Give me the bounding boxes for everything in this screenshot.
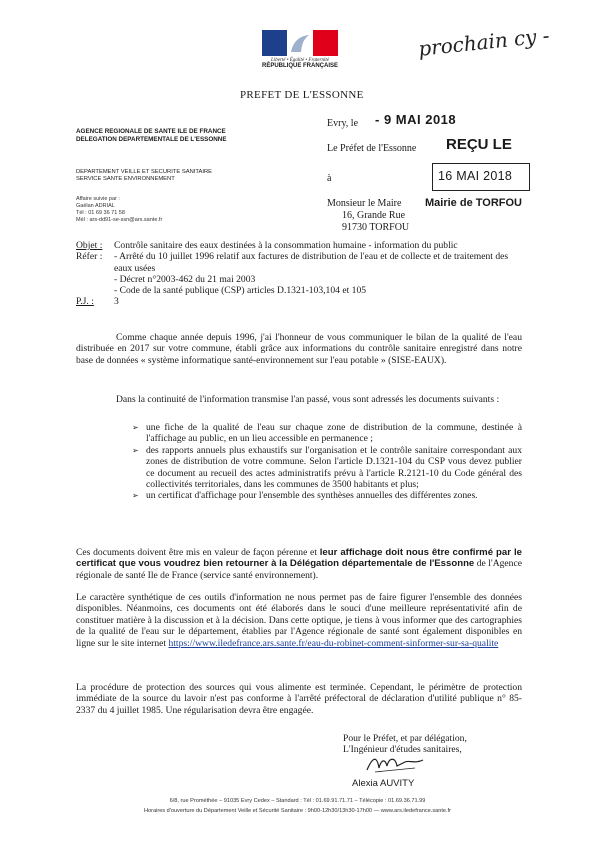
signature-line: Pour le Préfet, et par délégation, <box>343 733 467 744</box>
documents-list <box>132 422 522 502</box>
signatory-name: Alexia AUVITY <box>352 778 415 789</box>
recipient-street: 16, Grande Rue <box>342 210 406 221</box>
objet-value: Contrôle sanitaire des eaux destinées à la consommation humaine - information du public <box>114 240 458 251</box>
paragraph-display: Ces documents doivent être mis en valeur de façon pérenne et leur affichage doit nous être confirmé par le certificat que vous voudrez bien retourner à la Délégation départementale de l'Essonne de l'Agence régionale de santé Ile de France (service santé environnement). <box>76 547 522 581</box>
list-item: ➢ une fiche de la qualité de l'eau sur chaque zone de distribution de la commune, destinée à l'affichage au public, en un lieu accessible en permanence ; <box>132 422 522 445</box>
place-label: Evry, le <box>327 118 359 129</box>
sender-label: Le Préfet de l'Essonne <box>327 143 417 154</box>
check-bullet-icon: ➢ <box>132 491 139 501</box>
received-stamp-title: REÇU LE <box>446 136 512 153</box>
logo-motto: Liberté • Égalité • Fraternité <box>271 58 329 63</box>
signature-line: L'Ingénieur d'études sanitaires, <box>343 744 462 756</box>
list-item: ➢ des rapports annuels plus exhaustifs sur l'organisation et le contrôle sanitaire correspondant aux zones de distribution de votre commune. Selon l'article D.1321-104 du CSP vous devez publier ce document au recueil des actes administratifs prévu à l'article R.2121-10 du Code général des collectivités territoriales, dans les communes de 3500 habitants et plus; <box>132 444 522 491</box>
received-stamp-date: 16 MAI 2018 <box>438 169 513 183</box>
date-stamp: - 9 MAI 2018 <box>375 112 457 127</box>
refer-item: - Arrêté du 10 juillet 1996 relatif aux factures de distribution de l'eau et de collecte et de traitement des eaux usées <box>114 251 509 274</box>
agency-name: AGENCE REGIONALE DE SANTE ILE DE FRANCE <box>76 128 226 135</box>
marianne-logo <box>262 30 338 69</box>
refer-item: - Décret n°2003-462 du 21 mai 2003 <box>114 273 256 285</box>
refer-label: Réfer : <box>76 251 103 263</box>
pj-value: 3 <box>114 296 119 308</box>
contact-email: Mél : ars-dd91-se-ssn@ars.sante.fr <box>76 217 163 223</box>
department-name: DEPARTEMENT VEILLE ET SECURITE SANITAIRE <box>76 169 213 175</box>
prefet-heading: PREFET DE L'ESSONNE <box>240 89 364 101</box>
paragraph-intro: Comme chaque année depuis 1996, j'ai l'honneur de vous communiquer le bilan de la qualité de l'eau distribuée en 2017 sur votre commune, établi grâce aux informations du contrôle sanitaire enregistré dans notre base de données « système informatique santé-environnement sur l'eau potable » (SISE-EAUX). <box>76 332 522 366</box>
service-name: SERVICE SANTE ENVIRONNEMENT <box>76 176 175 182</box>
contact-block <box>76 196 162 224</box>
check-bullet-icon: ➢ <box>132 445 139 455</box>
contact-name: Gaëlan ADRIAL <box>76 203 115 209</box>
recipient-address <box>327 198 409 234</box>
contact-label: Affaire suivie par : <box>76 196 120 202</box>
recipient-city: 91730 TORFOU <box>342 222 410 233</box>
check-bullet-icon: ➢ <box>132 423 139 432</box>
paragraph-cartography: Le caractère synthétique de ces outils d'information ne nous permet pas de faire figurer l'ensemble des données disponibles. Néanmoins, ces documents ont été élaborés dans le souci d'une meilleure représentativité afin de constituer matière à la discussion et à la décision. Dans cette optique, je tiens à vous informer que des cartographies de la qualité de l'eau sur le département, établies par l'Agence régionale de santé sont également disponibles en ligne sur le site internet https://www.iledefrance.ars.sante.fr/eau-du-robinet-comment-sinformer-sur-sa-qualite <box>76 592 522 649</box>
references-block <box>76 240 521 308</box>
logo-republic: RÉPUBLIQUE FRANÇAISE <box>262 63 339 69</box>
footer-hours: Horaires d'ouverture du Département Veille et Sécurité Sanitaire : 9h00-12h30/13h30-17h00 — www.ars.iledefrance.sante.fr <box>143 808 452 814</box>
handwritten-note: prochain cy - <box>417 23 551 61</box>
recipient-a: à <box>327 173 332 184</box>
handwritten-signature <box>365 752 425 781</box>
agency-block <box>76 128 227 144</box>
footer-address: 6/8, rue Prométhée – 91035 Evry Cedex – Standard : Tél : 01.69.91.71.71 – Télécopie : 01.69.36.71.99 <box>169 798 426 804</box>
list-item: ➢ un certificat d'affichage pour l'ensemble des synthèses annuelles des différentes zones. <box>132 490 478 502</box>
objet-label: Objet : <box>76 240 103 251</box>
contact-phone: Tél : 01 69 36 71 58 <box>76 210 125 216</box>
delegation-name: DELEGATION DEPARTEMENTALE DE L'ESSONNE <box>76 136 227 143</box>
tricolor-flag-icon <box>262 30 338 56</box>
received-stamp-mairie: Mairie de TORFOU <box>425 197 522 209</box>
paragraph-protection: La procédure de protection des sources qui vous alimente est terminée. Cependant, le périmètre de protection immédiate de la source du lavoir n'est pas conforme à l'arrêté préfectoral de déclaration d'utilité publique n° 85-2337 du 4 juillet 1985. Une régularisation devra être engagée. <box>76 682 522 716</box>
pj-label: P.J. : <box>76 296 94 308</box>
ars-website-link[interactable]: https://www.iledefrance.ars.sante.fr/eau-du-robinet-comment-sinformer-sur-sa-qualite <box>168 637 499 649</box>
recipient-title: Monsieur le Maire <box>327 198 402 209</box>
refer-item: - Code de la santé publique (CSP) articles D.1321-103,104 et 105 <box>114 285 367 297</box>
department-block <box>76 169 212 183</box>
paragraph-documents: Dans la continuité de l'information transmise l'an passé, vous sont adressés les documents suivants : <box>116 394 500 405</box>
